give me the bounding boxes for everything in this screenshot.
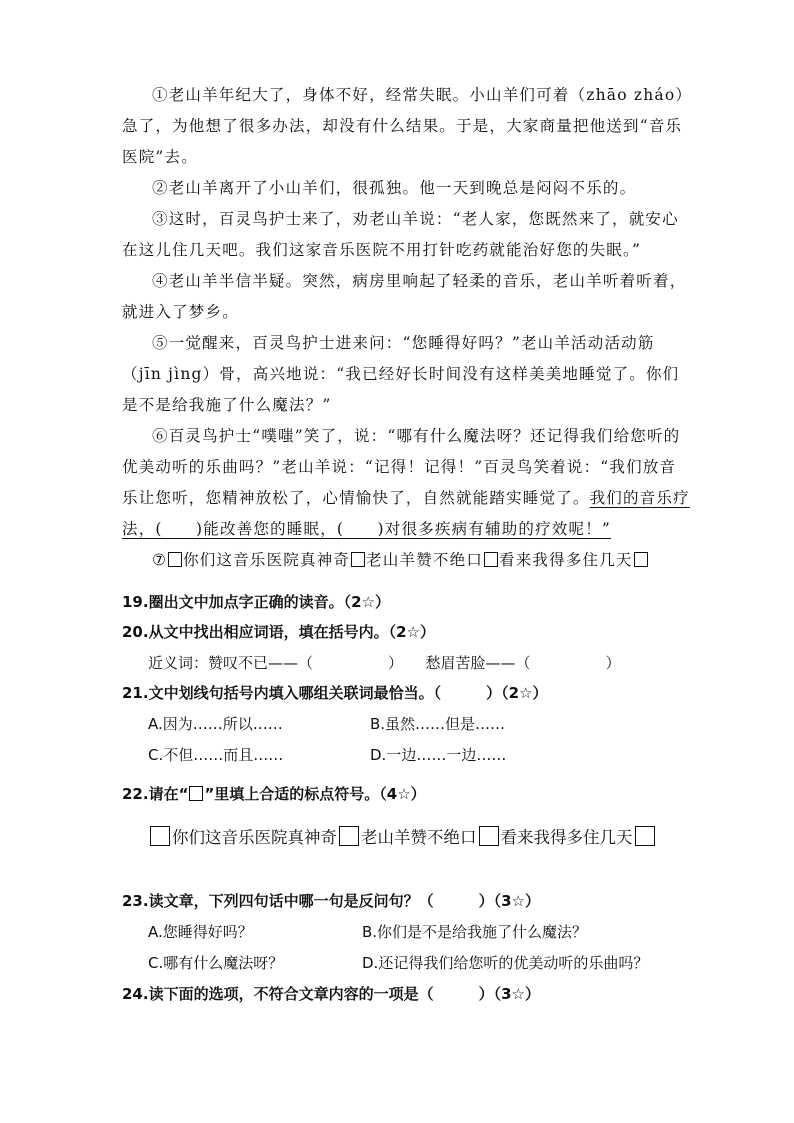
- paragraph-7-number: ⑦: [152, 551, 168, 569]
- punctuation-blank-box[interactable]: [484, 552, 498, 567]
- option-21-c[interactable]: C.不但……而且……: [148, 746, 284, 764]
- question-22-prefix: 22.请在“: [122, 785, 189, 803]
- passage-paragraph-5: ⑤一觉醒来，百灵鸟护士进来问：“您睡得好吗？”老山羊活动活动筋（jīn jìng）骨，高兴地说：“我已经好长时间没有这样美美地睡觉了。你们是不是给我施了什么魔法？”: [122, 334, 680, 414]
- paragraph-7-segment: 看来我得多住几天: [499, 551, 633, 569]
- option-21-d[interactable]: D.一边……一边……: [370, 746, 507, 764]
- punctuation-blank-box[interactable]: [351, 552, 365, 567]
- passage-paragraph-7: [122, 545, 692, 576]
- option-23-b[interactable]: B.你们是不是给我施了什么魔法？: [362, 923, 588, 941]
- passage-paragraph-4: ④老山羊半信半疑。突然，病房里响起了轻柔的音乐，老山羊听着听着，就进入了梦乡。: [122, 272, 687, 321]
- paragraph-7-segment: 老山羊赞不绝口: [366, 551, 484, 569]
- blank-box-symbol: [189, 786, 203, 801]
- paragraph-7-segment: 你们这音乐医院真神奇: [183, 551, 351, 569]
- passage-paragraph-1: ①老山羊年纪大了，身体不好，经常失眠。小山羊们可着（zhāo zháo）急了，为他想了很多办法，却没有什么结果。于是，大家商量把他送到“音乐医院”去。: [122, 86, 685, 166]
- option-21-a[interactable]: A.因为……所以……: [148, 715, 283, 733]
- question-20-blanks: 近义词：赞叹不已——（ ） 愁眉苦脸——（ ）: [148, 654, 621, 672]
- question-22-segment: 看来我得多住几天: [500, 828, 633, 847]
- paragraph-6-text: ⑥百灵鸟护士“噗嗤”笑了，说：“哪有什么魔法呀？还记得我们给您听的优美动听的乐曲吗？”老山羊说：“记得！记得！”百灵鸟笑着说：“我们放音乐让您听，您精神放松了，心情愉快了，自然就能踏实睡觉了。: [122, 427, 681, 507]
- question-22: [122, 783, 426, 804]
- punctuation-answer-box[interactable]: [150, 826, 170, 846]
- question-23: 23.读文章，下列四句话中哪一句是反问句？（ ）（3☆）: [122, 892, 540, 910]
- punctuation-answer-box[interactable]: [635, 826, 655, 846]
- punctuation-answer-box[interactable]: [339, 826, 359, 846]
- question-22-sentence: [148, 824, 657, 848]
- question-24: 24.读下面的选项，不符合文章内容的一项是（ ）（3☆）: [122, 985, 540, 1003]
- question-19: 19.圈出文中加点字正确的读音。（2☆）: [122, 593, 390, 611]
- passage-paragraph-3: ③这时，百灵鸟护士来了，劝老山羊说：“老人家，您既然来了，就安心在这儿住几天吧。我们这家音乐医院不用打针吃药就能治好您的失眠。”: [122, 210, 679, 259]
- punctuation-blank-box[interactable]: [168, 552, 182, 567]
- question-22-suffix: ”里填上合适的标点符号。（4☆）: [204, 785, 426, 803]
- option-21-b[interactable]: B.虽然……但是……: [370, 715, 506, 733]
- punctuation-blank-box[interactable]: [634, 552, 648, 567]
- passage-paragraph-2: ②老山羊离开了小山羊们，很孤独。他一天到晚总是闷闷不乐的。: [152, 179, 637, 197]
- punctuation-answer-box[interactable]: [479, 826, 499, 846]
- passage-paragraph-6: [122, 421, 692, 545]
- option-23-d[interactable]: D.还记得我们给您听的优美动听的乐曲吗？: [362, 954, 649, 972]
- question-21: 21.文中划线句括号内填入哪组关联词最恰当。（ ）（2☆）: [122, 684, 548, 702]
- question-20: 20.从文中找出相应词语，填在括号内。（2☆）: [122, 623, 435, 641]
- option-23-a[interactable]: A.您睡得好吗？: [148, 923, 253, 941]
- option-23-c[interactable]: C.哪有什么魔法呀？: [148, 954, 284, 972]
- question-22-segment: 你们这音乐医院真神奇: [172, 828, 337, 847]
- question-22-segment: 老山羊赞不绝口: [361, 828, 477, 847]
- underlined-sentence: 我们的音乐疗法，( )能改善您的睡眠，( )对很多疾病有辅助的疗效呢！”: [122, 489, 690, 538]
